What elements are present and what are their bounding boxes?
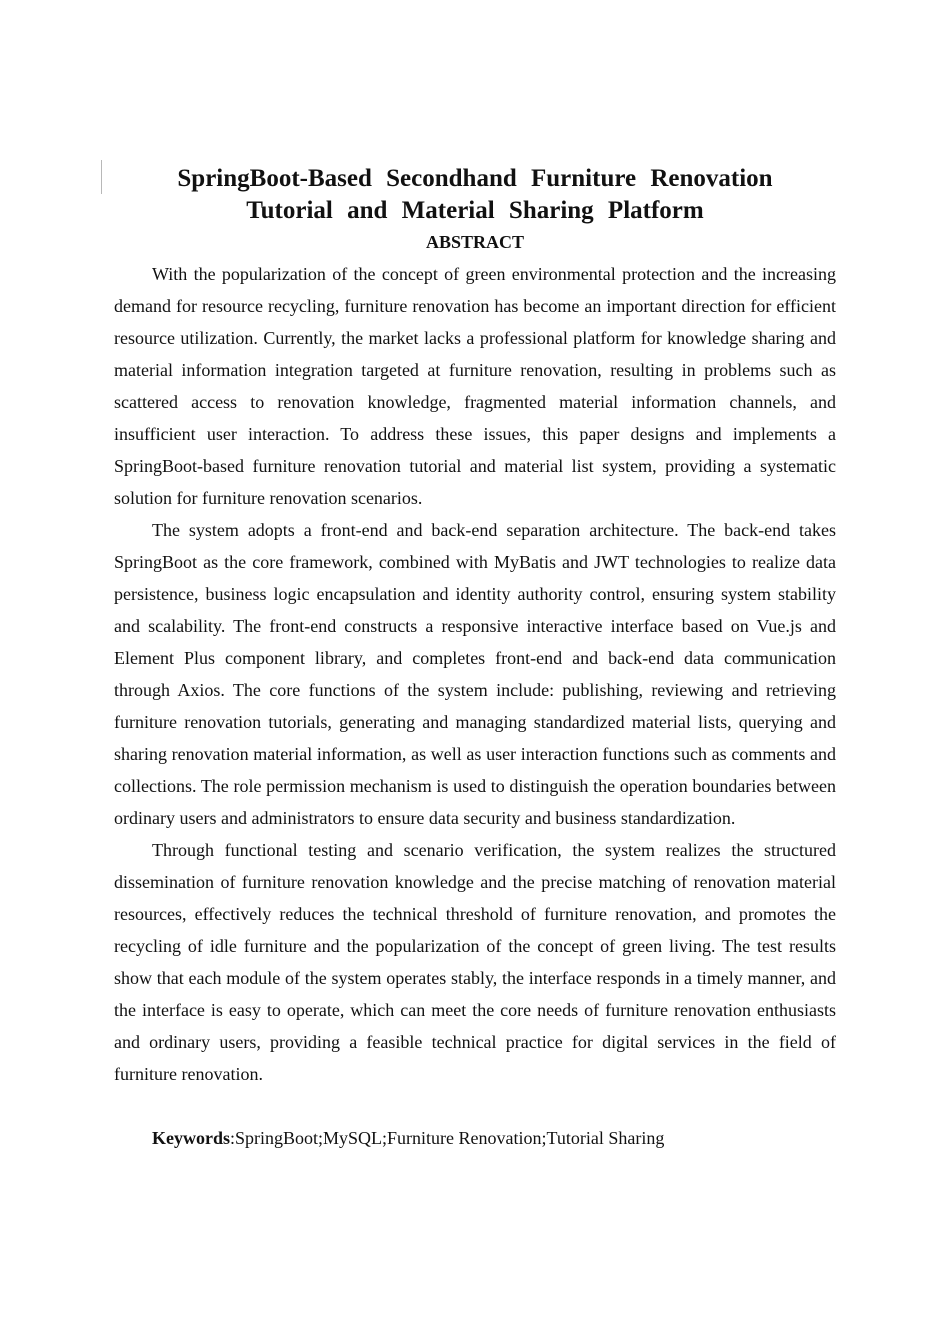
paper-title <box>114 163 836 227</box>
keywords-separator: : <box>230 1128 236 1148</box>
keywords-line <box>114 1122 836 1154</box>
abstract-heading: ABSTRACT <box>425 232 525 252</box>
keywords-label: Keywords <box>152 1128 230 1148</box>
abstract-paragraph-3: Through functional testing and scenario verification, the system realizes the structured dissemination of furniture renovation knowledge and the precise matching of renovation material resources, effectively reduces the technical threshold of furniture renovation, and promotes the recycling of idle furniture and the popularization of the concept of green living. The test results show that each module of the system operates stably, the interface responds in a timely manner, and the interface is easy to operate, which can meet the core needs of furniture renovation enthusiasts and ordinary users, providing a feasible technical practice for digital services in the field of furniture renovation. <box>114 840 836 1084</box>
keywords-value: SpringBoot;MySQL;Furniture Renovation;Tutorial Sharing <box>235 1128 665 1148</box>
abstract-page <box>114 163 836 1154</box>
abstract-paragraph-1: With the popularization of the concept of green environmental protection and the increasing demand for resource recycling, furniture renovation has become an important direction for efficient resource utilization. Currently, the market lacks a professional platform for knowledge sharing and material information integration targeted at furniture renovation, resulting in problems such as scattered access to renovation knowledge, fragmented material information channels, and insufficient user interaction. To address these issues, this paper designs and implements a SpringBoot-based furniture renovation tutorial and material list system, providing a systematic solution for furniture renovation scenarios. <box>114 264 836 508</box>
margin-marker-line <box>101 160 102 194</box>
paper-title-line-1: SpringBoot-Based Secondhand Furniture Renovation <box>177 165 773 192</box>
paper-title-line-2: Tutorial and Material Sharing Platform <box>246 197 704 224</box>
abstract-paragraph-2: The system adopts a front-end and back-end separation architecture. The back-end takes SpringBoot as the core framework, combined with MyBatis and JWT technologies to realize data persistence, business logic encapsulation and identity authority control, ensuring system stability and scalability. The front-end constructs a responsive interactive interface based on Vue.js and Element Plus component library, and completes front-end and back-end data communication through Axios. The core functions of the system include: publishing, reviewing and retrieving furniture renovation tutorials, generating and managing standardized material lists, querying and sharing renovation material information, as well as user interaction functions such as comments and collections. The role permission mechanism is used to distinguish the operation boundaries between ordinary users and administrators to ensure data security and business standardization. <box>114 520 836 828</box>
